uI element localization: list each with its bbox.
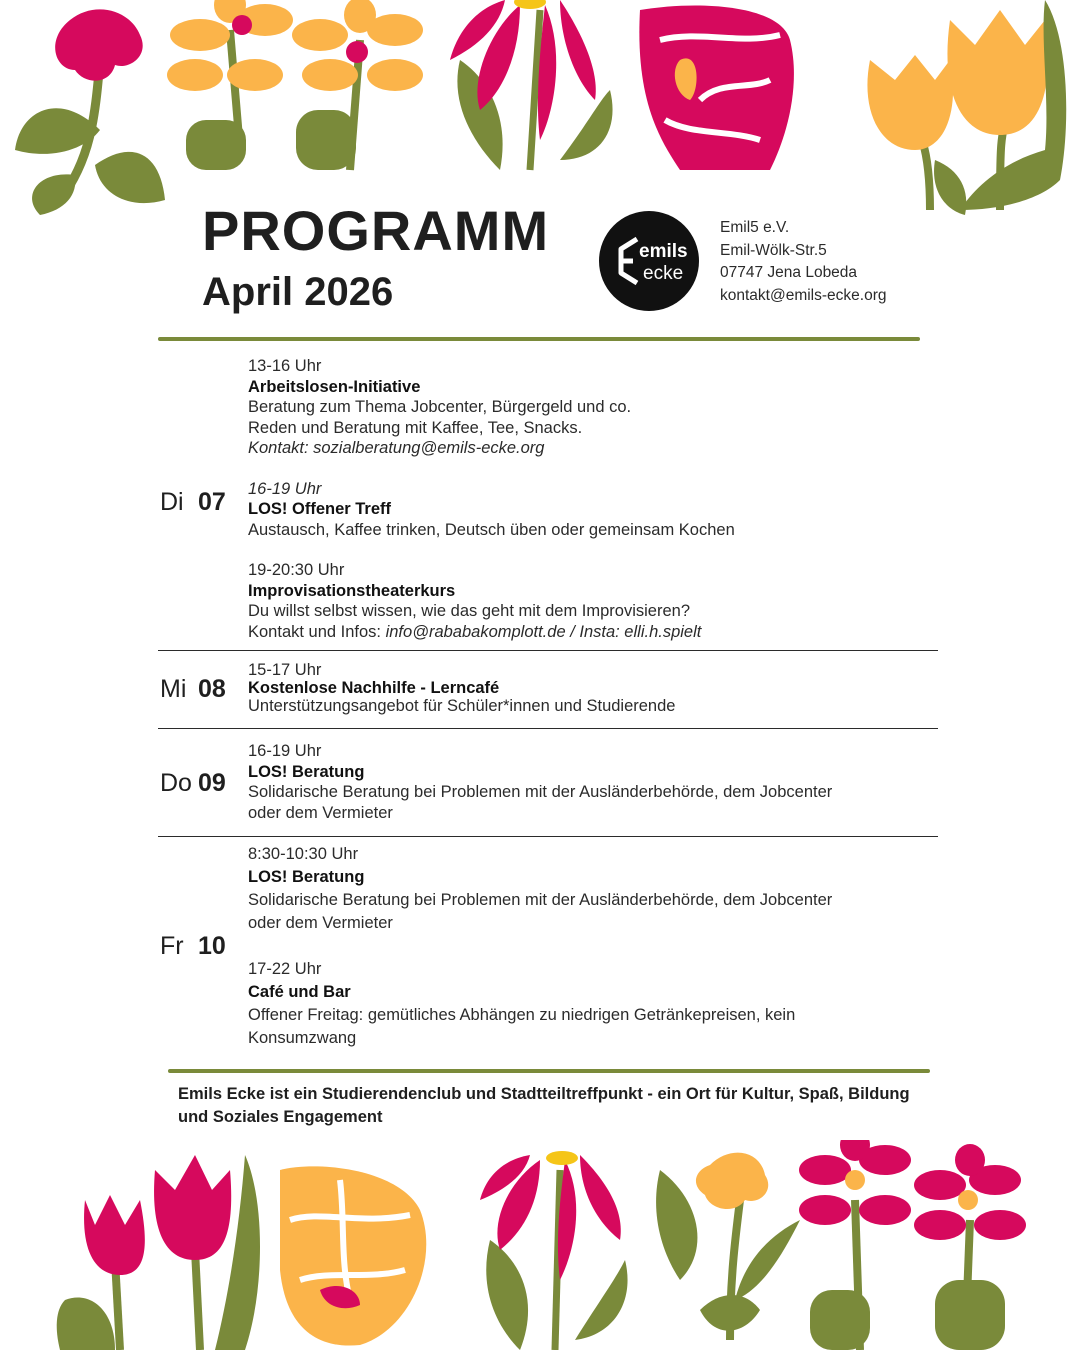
event-time: 13-16 Uhr <box>248 357 322 375</box>
day-number: 09 <box>198 769 226 797</box>
event-time: 16-19 Uhr <box>248 742 322 760</box>
event-title: LOS! Offener Treff <box>248 500 392 518</box>
top-divider <box>158 337 920 341</box>
emils-ecke-logo <box>599 211 699 311</box>
day-label <box>160 675 226 704</box>
event-list <box>248 843 938 1050</box>
weekday: Do <box>160 769 192 797</box>
event-title: LOS! Beratung <box>248 868 365 886</box>
flower-icon <box>656 1153 800 1340</box>
address-line: Emil-Wölk-Str.5 <box>720 241 827 259</box>
flower-icon <box>639 5 794 170</box>
address-line: Emil5 e.V. <box>720 219 790 236</box>
event <box>248 560 938 642</box>
event-list <box>248 356 938 642</box>
address-line: 07747 Jena Lobeda <box>720 264 858 281</box>
day-block-mi <box>158 650 938 729</box>
day-number: 08 <box>198 675 226 703</box>
event-description: Austausch, Kaffee trinken, Deutsch üben oder gemeinsam Kochen <box>248 520 735 539</box>
event-contact: Kontakt: sozialberatung@emils-ecke.org <box>248 439 545 457</box>
address-email: kontakt@emils-ecke.org <box>720 286 887 304</box>
event <box>248 356 938 459</box>
flower-icon <box>450 0 613 170</box>
event <box>248 479 938 541</box>
event-time: 17-22 Uhr <box>248 960 322 978</box>
contact-address <box>720 217 887 307</box>
event-list <box>248 661 938 715</box>
flower-icon <box>867 0 1066 215</box>
event-contact: info@rababakomplott.de / Insta: elli.h.spielt <box>385 622 702 641</box>
tulip-icon <box>57 1155 260 1350</box>
weekday: Mi <box>160 675 187 703</box>
flower-icon <box>799 1140 1026 1350</box>
event-time: 16-19 Uhr <box>248 479 322 498</box>
event-description: Solidarische Beratung bei Problemen mit der Ausländerbehörde, dem Jobcenter <box>248 891 833 909</box>
event-title: Kostenlose Nachhilfe - Lerncafé <box>248 679 500 697</box>
event-contact-line <box>248 622 938 643</box>
contact-prefix: Kontakt und Infos: <box>248 622 386 641</box>
event <box>248 958 938 1050</box>
event-description: Du willst selbst wissen, wie das geht mit dem Improvisieren? <box>248 602 690 620</box>
event-title: Café und Bar <box>248 983 351 1001</box>
event-list <box>248 741 938 823</box>
event-description: Offener Freitag: gemütliches Abhängen zu niedrigen Getränkepreisen, kein <box>248 1006 796 1024</box>
event-description: oder dem Vermieter <box>248 803 393 822</box>
event-description: Reden und Beratung mit Kaffee, Tee, Snacks. <box>248 418 583 437</box>
event-time: 15-17 Uhr <box>248 661 322 679</box>
page-subtitle: April 2026 <box>202 270 394 314</box>
page-title: PROGRAMM <box>202 199 550 262</box>
event-description: oder dem Vermieter <box>248 914 393 932</box>
day-number: 07 <box>198 488 226 516</box>
event-description: Beratung zum Thema Jobcenter, Bürgergeld und co. <box>248 398 632 416</box>
event-time: 8:30-10:30 Uhr <box>248 845 359 863</box>
weekday: Fr <box>160 932 184 960</box>
flower-icon <box>167 0 423 170</box>
top-flower-decoration <box>0 0 1080 220</box>
day-number: 10 <box>198 932 226 960</box>
event <box>248 843 938 935</box>
logo-text-emils: emils <box>639 241 688 262</box>
event <box>248 661 938 715</box>
day-block-do <box>158 728 938 837</box>
event-description: Unterstützungsangebot für Schüler*innen und Studierende <box>248 697 676 715</box>
event-description: Konsumzwang <box>248 1029 357 1047</box>
day-label <box>160 488 226 517</box>
footer-text: Emils Ecke ist ein Studierendenclub und Stadtteiltreffpunkt - ein Ort für Kultur, Spaß, Bildung und Soziales Engagement <box>178 1085 910 1126</box>
event-title: Improvisationstheaterkurs <box>248 581 456 600</box>
flower-icon <box>280 1166 426 1345</box>
event-title: LOS! Beratung <box>248 762 365 781</box>
logo-text-ecke: ecke <box>643 263 684 284</box>
event-description: Solidarische Beratung bei Problemen mit der Ausländerbehörde, dem Jobcenter <box>248 783 833 801</box>
weekday: Di <box>160 488 184 516</box>
day-block-di <box>158 350 938 650</box>
event-title: Arbeitslosen-Initiative <box>248 377 421 396</box>
event-time: 19-20:30 Uhr <box>248 561 345 579</box>
bottom-flower-decoration <box>0 1140 1080 1350</box>
day-label <box>160 769 226 798</box>
bottom-divider <box>168 1069 930 1073</box>
flower-icon <box>480 1151 628 1350</box>
event <box>248 741 938 823</box>
day-block-fr <box>158 836 938 1057</box>
day-label <box>160 932 226 961</box>
flower-icon <box>15 9 165 215</box>
